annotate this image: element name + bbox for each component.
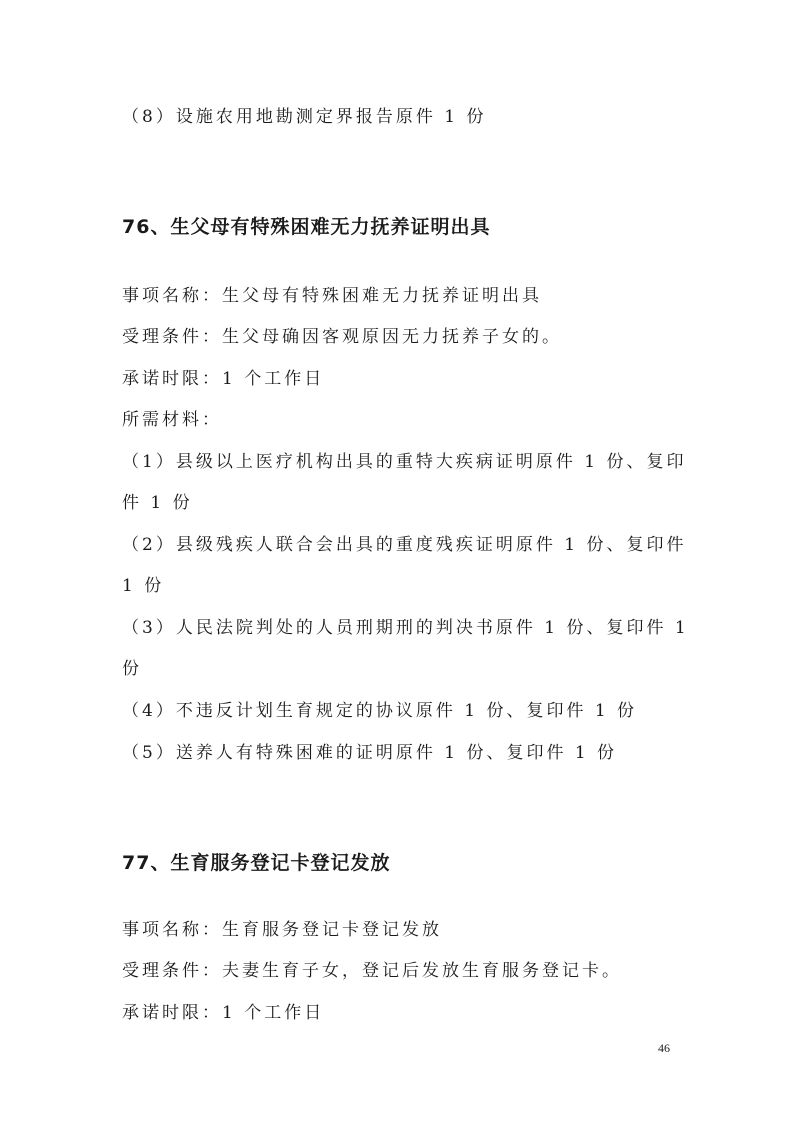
section-76-material-1-cont: 件 1 份	[122, 493, 193, 513]
section-76-material-3-cont: 份	[122, 659, 142, 679]
section-76-time-limit: 承诺时限：1 个工作日	[122, 369, 325, 389]
section-76-heading: 76、生父母有特殊困难无力抚养证明出具	[122, 216, 491, 238]
section-76-condition: 受理条件：生父母确因客观原因无力抚养子女的。	[122, 327, 562, 347]
page-number: 46	[658, 1041, 670, 1055]
section-77-time-limit: 承诺时限：1 个工作日	[122, 1003, 325, 1023]
section-76-material-5: （5）送养人有特殊困难的证明原件 1 份、复印件 1 份	[122, 743, 618, 763]
section-76-material-2: （2）县级残疾人联合会出具的重度残疾证明原件 1 份、复印件	[122, 535, 687, 555]
section-76-materials-label: 所需材料：	[122, 410, 222, 430]
material-item-8: （8）设施农用地勘测定界报告原件 1 份	[122, 107, 487, 127]
section-77-heading: 77、生育服务登记卡登记发放	[122, 852, 391, 874]
section-77-condition: 受理条件：夫妻生育子女，登记后发放生育服务登记卡。	[122, 961, 622, 981]
section-76-material-3: （3）人民法院判处的人员刑期刑的判决书原件 1 份、复印件 1	[122, 618, 689, 638]
section-76-material-2-cont: 1 份	[122, 576, 165, 596]
section-76-item-name: 事项名称：生父母有特殊困难无力抚养证明出具	[122, 286, 542, 306]
section-76-material-4: （4）不违反计划生育规定的协议原件 1 份、复印件 1 份	[122, 701, 638, 721]
section-76-material-1: （1）县级以上医疗机构出具的重特大疾病证明原件 1 份、复印	[122, 452, 687, 472]
section-77-item-name: 事项名称：生育服务登记卡登记发放	[122, 920, 442, 940]
